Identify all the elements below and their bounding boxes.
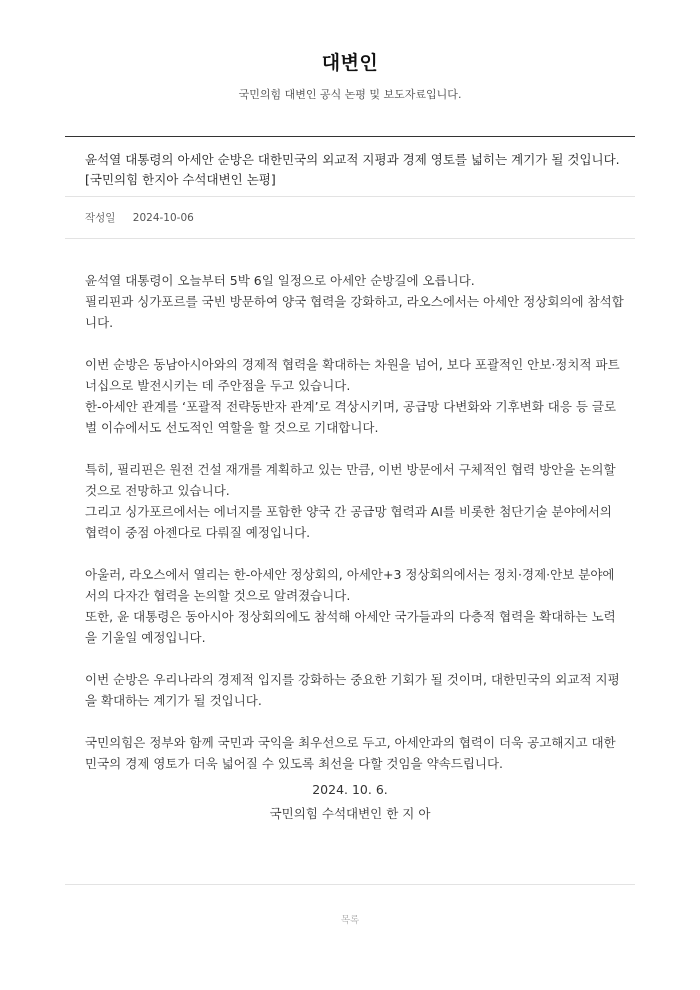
- article-body: [85, 270, 625, 795]
- body-paragraph: 특히, 필리핀은 원전 건설 재개를 계획하고 있는 만큼, 이번 방문에서 구체적인 협력 방안을 논의할 것으로 전망하고 있습니다. 그리고 싱가포르에서는 에너지를 포함한 양국 간 공급망 협력과 AI를 비롯한 첨단기술 분야에서의 협력이 중점 아젠다로 다뤄질 예정입니다.: [85, 462, 616, 540]
- article-title: 윤석열 대통령의 아세안 순방은 대한민국의 외교적 지평과 경제 영토를 넓히는 계기가 될 것입니다. [국민의힘 한지아 수석대변인 논평]: [85, 152, 620, 187]
- signature-block: [0, 778, 700, 826]
- body-paragraph: 아울러, 라오스에서 열리는 한-아세안 정상회의, 아세안+3 정상회의에서는 정치·경제·안보 분야에서의 다자간 협력을 논의할 것으로 알려졌습니다. 또한, 윤 대통령은 동아시아 정상회의에도 참석해 아세안 국가들과의 다층적 협력을 확대하는 노력을 기울일 예정입니다.: [85, 567, 616, 645]
- signature-date: 2024. 10. 6.: [312, 782, 388, 797]
- date-label: 작성일: [85, 212, 116, 224]
- footer-divider: [65, 884, 635, 885]
- article-date: 2024-10-06: [132, 212, 194, 224]
- list-button[interactable]: 목록: [340, 915, 360, 926]
- body-paragraph: 이번 순방은 동남아시아와의 경제적 협력을 확대하는 차원을 넘어, 보다 포괄적인 안보·정치적 파트너십으로 발전시키는 데 주안점을 두고 있습니다. 한-아세안 관계를 ‘포괄적 전략동반자 관계’로 격상시키며, 공급망 다변화와 기후변화 대응 등 글로벌 이슈에서도 선도적인 역할을 할 것으로 기대합니다.: [85, 357, 620, 435]
- body-paragraph: 이번 순방은 우리나라의 경제적 입지를 강화하는 중요한 기회가 될 것이며, 대한민국의 외교적 지평을 확대하는 계기가 될 것입니다.: [85, 672, 620, 708]
- title-divider: [65, 196, 635, 197]
- body-paragraph: 국민의힘은 정부와 함께 국민과 국익을 최우선으로 두고, 아세안과의 협력이 더욱 공고해지고 대한민국의 경제 영토가 더욱 넓어질 수 있도록 최선을 다할 것임을 약속드립니다.: [85, 735, 616, 771]
- site-title: 대변인: [321, 52, 379, 74]
- meta-divider: [65, 238, 635, 239]
- signature-name: 국민의힘 수석대변인 한 지 아: [269, 806, 431, 821]
- header-divider: [65, 136, 635, 137]
- article-meta: [85, 210, 194, 225]
- site-subtitle: 국민의힘 대변인 공식 논평 및 보도자료입니다.: [238, 88, 462, 101]
- body-paragraph: 윤석열 대통령이 오늘부터 5박 6일 일정으로 아세안 순방길에 오릅니다. 필리핀과 싱가포르를 국빈 방문하여 양국 협력을 강화하고, 라오스에서는 아세안 정상회의에 참석합니다.: [85, 273, 624, 330]
